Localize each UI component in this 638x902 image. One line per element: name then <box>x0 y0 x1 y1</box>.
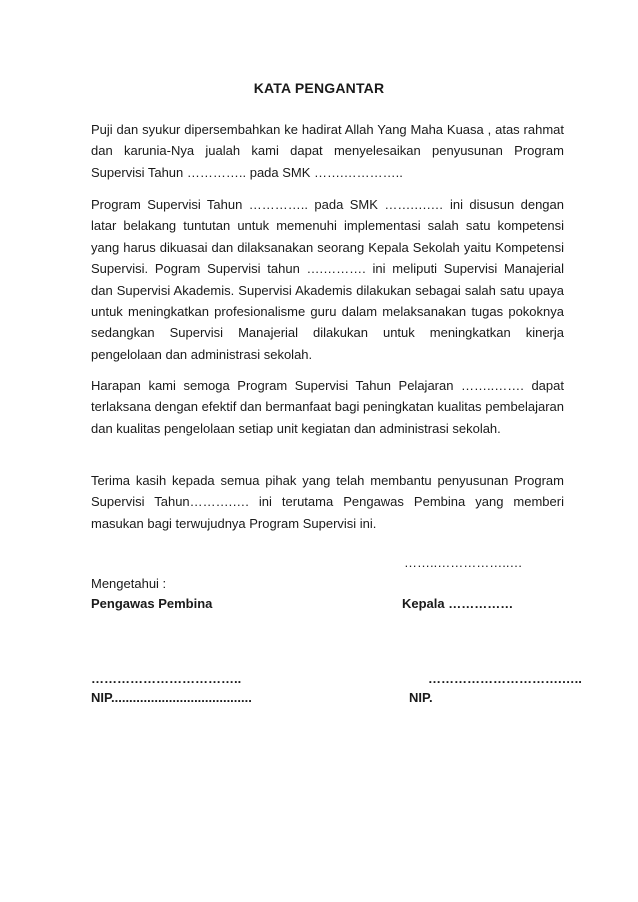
right-signer-role: Kepala …………… <box>402 596 514 611</box>
paragraph-hope: Harapan kami semoga Program Supervisi Tahun Pelajaran ……..……. dapat terlaksana dengan efektif dan bermanfaat bagi peningkatan kualitas pembelajaran dan kualitas pengelolaan setiap unit kegiatan dan administrasi sekolah. <box>91 378 564 436</box>
right-signer-nip: NIP. <box>409 690 433 705</box>
paragraph-opening: Puji dan syukur dipersembahkan ke hadirat Allah Yang Maha Kuasa , atas rahmat dan karunia-Nya jualah kami dapat menyelesaikan penyusunan Program Supervisi Tahun ………….. pada SMK …….………….. <box>91 122 564 180</box>
document-title: KATA PENGANTAR <box>253 80 385 96</box>
paragraph-background: Program Supervisi Tahun ………….. pada SMK …….….… ini disusun dengan latar belakang tuntutan untuk memenuhi implementasi salah satu kompetensi yang harus dikuasai dan dilaksanakan seorang Kepala Sekolah yaitu Kompetensi Supervisi. Pogram Supervisi tahun ….………. ini meliputi Supervisi Manajerial dan Supervisi Akademis. Supervisi Akademis dilakukan sebagai salah satu upaya untuk meningkatkan profesionalisme guru dalam melaksanakan tugas pokoknya sedangkan Supervisi Manajerial dilakukan untuk meningkatkan kinerja pengelolaan dan administrasi sekolah. <box>91 197 564 362</box>
paragraph-thanks: Terima kasih kepada semua pihak yang telah membantu penyusunan Program Supervisi Tahun……….…. ini terutama Pengawas Pembina yang memberi masukan bagi terwujudnya Program Supervisi ini. <box>91 473 564 531</box>
acknowledge-label: Mengetahui : <box>91 576 167 591</box>
left-signer-nip: NIP....................................... <box>91 690 252 705</box>
right-signer-name-blank: ………………………….….. <box>428 671 582 686</box>
left-signer-name-blank: …………………………….. <box>91 671 242 686</box>
left-signer-role: Pengawas Pembina <box>91 596 213 611</box>
place-date-blank: ……..……………..… <box>404 555 523 570</box>
